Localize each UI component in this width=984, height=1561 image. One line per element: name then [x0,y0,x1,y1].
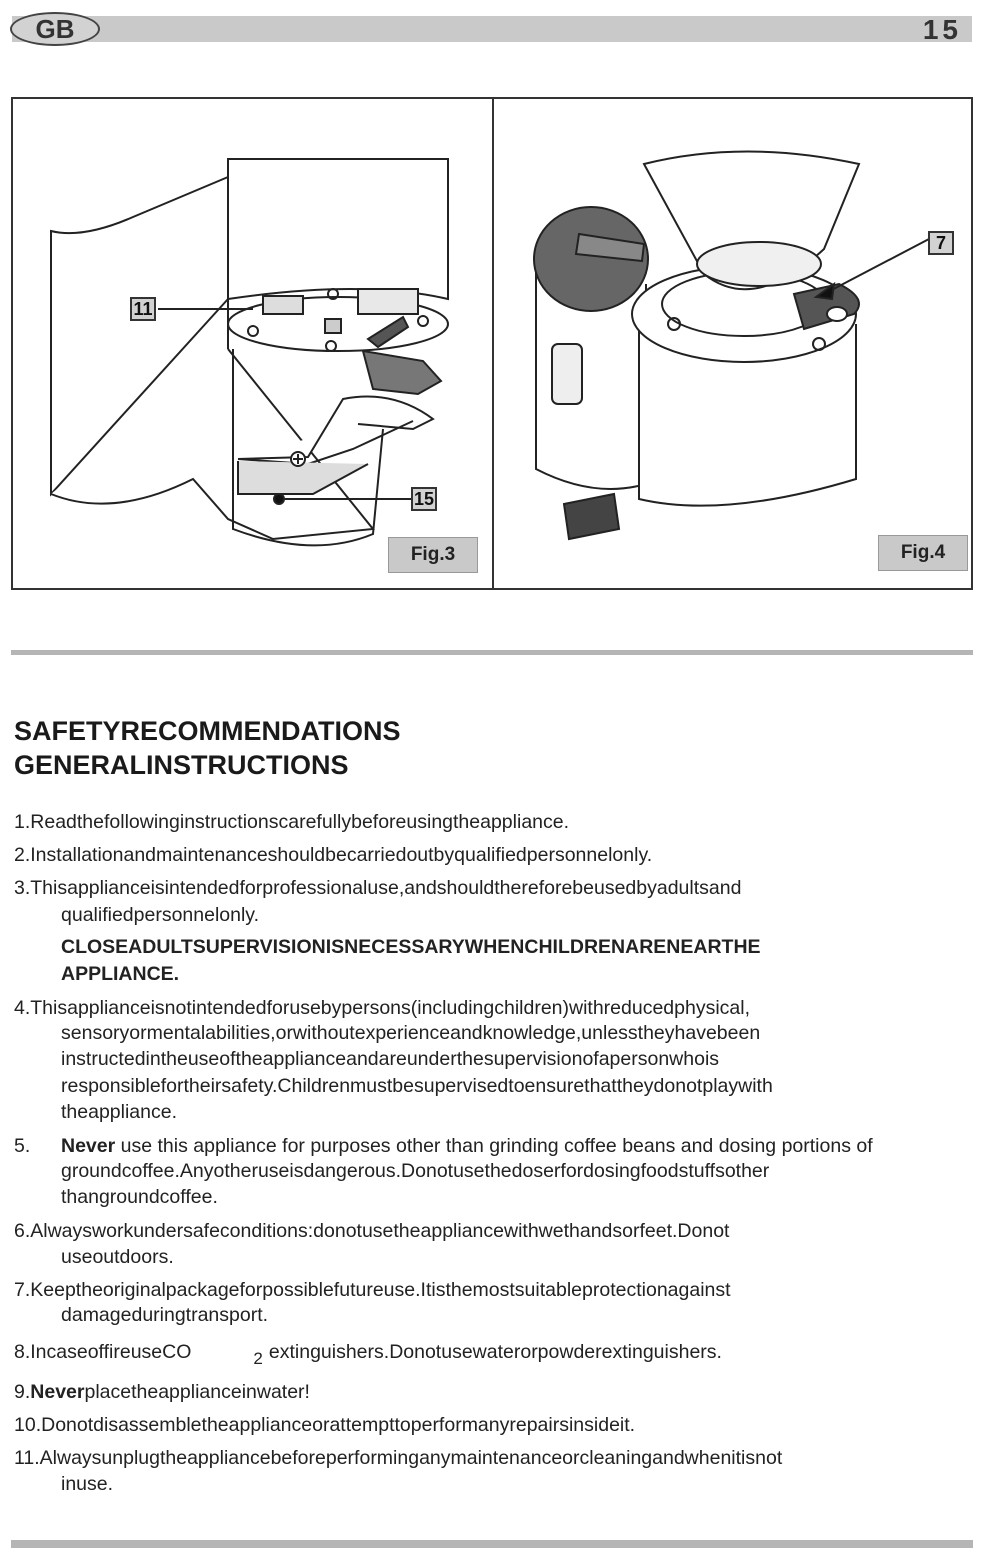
instruction-4-line-3: instructedintheuseoftheapplianceandareunderthesupervisionofapersonwhois [61,1048,720,1070]
instruction-9-text: placetheapplianceinwater! [84,1381,310,1403]
co2-subscript: 2 [253,1349,263,1368]
section-title: SAFETYRECOMMENDATIONS [14,716,401,746]
instruction-3-line-2: qualifiedpersonnelonly. [61,904,260,926]
divider-top [11,650,973,655]
supervision-warning-line-1: CLOSEADULTSUPERVISIONISNECESSARYWHENCHILDRENARENEARTHE [61,936,761,958]
callout-15: 15 [411,487,437,511]
instruction-9-bold: Never [30,1381,85,1403]
instruction-4-line-2: sensoryormentalabilities,orwithoutexperienceandknowledge,unlesstheyhavebeen [61,1022,761,1044]
instruction-4-line-5: theappliance. [61,1101,178,1123]
instruction-5-bold: Never [61,1135,116,1157]
instruction-5-number: 5. [14,1135,31,1157]
instruction-9-number: 9. [14,1381,31,1403]
supervision-warning-line-2: APPLIANCE. [61,963,180,985]
instruction-11-line-1: 11.Alwaysunplugtheappliancebeforeperforminganymaintenanceorcleaningandwhenitisnot [14,1447,783,1469]
instruction-6-line-1: 6.Alwaysworkundersafeconditions:donotusetheappliancewithwethandsorfeet.Donot [14,1220,730,1242]
page-number: 15 [922,14,962,45]
instruction-8 [14,1339,974,1366]
instruction-4-line-4: responsiblefortheirsafety.Childrenmustbesupervisedtoensurethattheydonotplaywith [61,1075,773,1097]
instruction-2: 2.Installationandmaintenanceshouldbecarriedoutbyqualifiedpersonnelonly. [14,844,653,866]
fig3-illustration [13,99,492,588]
instruction-11-line-2: inuse. [61,1473,114,1495]
callout-11: 11 [130,297,156,321]
figure-4 [494,99,973,588]
header-bar [12,16,972,42]
divider-bottom [11,1540,973,1548]
instruction-5-line-3: thangroundcoffee. [61,1186,218,1208]
instruction-7-line-2: damageduringtransport. [61,1304,269,1326]
fig4-illustration [494,99,973,588]
language-badge: GB [10,12,100,46]
instruction-8-rest: extinguishers.Donotusewaterorpowderextinguishers. [268,1341,722,1363]
instruction-5-line-1 [14,1133,974,1159]
callout-7: 7 [928,231,954,255]
instruction-3-line-1: 3.Thisapplianceisintendedforprofessionaluse,andshouldthereforebeusedbyadultsand [14,877,742,899]
instruction-9 [14,1379,974,1405]
instruction-4-line-1: 4.Thisapplianceisnotintendedforusebypersons(includingchildren)withreducedphysical, [14,997,751,1019]
section-subtitle: GENERALINSTRUCTIONS [14,750,349,780]
fig3-label: Fig.3 [388,537,478,573]
instruction-5-line-2: groundcoffee.Anyotheruseisdangerous.Donotusethedoserfordosingfoodstuffsother [61,1160,770,1182]
instruction-7-line-1: 7.Keeptheoriginalpackageforpossiblefutureuse.Itisthemostsuitableprotectionagainst [14,1279,731,1301]
instruction-10: 10.Donotdisassembletheapplianceorattempttoperformanyrepairsinsideit. [14,1414,636,1436]
figures-frame [11,97,973,590]
instruction-5-text: use this appliance for purposes other than grinding coffee beans and dosing portions of [115,1135,873,1157]
figure-3 [13,99,492,588]
instruction-8-start: 8.IncaseoffireuseCO [14,1341,192,1363]
instruction-6-line-2: useoutdoors. [61,1246,174,1268]
fig4-label: Fig.4 [878,535,968,571]
instruction-1: 1.Readthefollowinginstructionscarefullybeforeusingtheappliance. [14,811,570,833]
